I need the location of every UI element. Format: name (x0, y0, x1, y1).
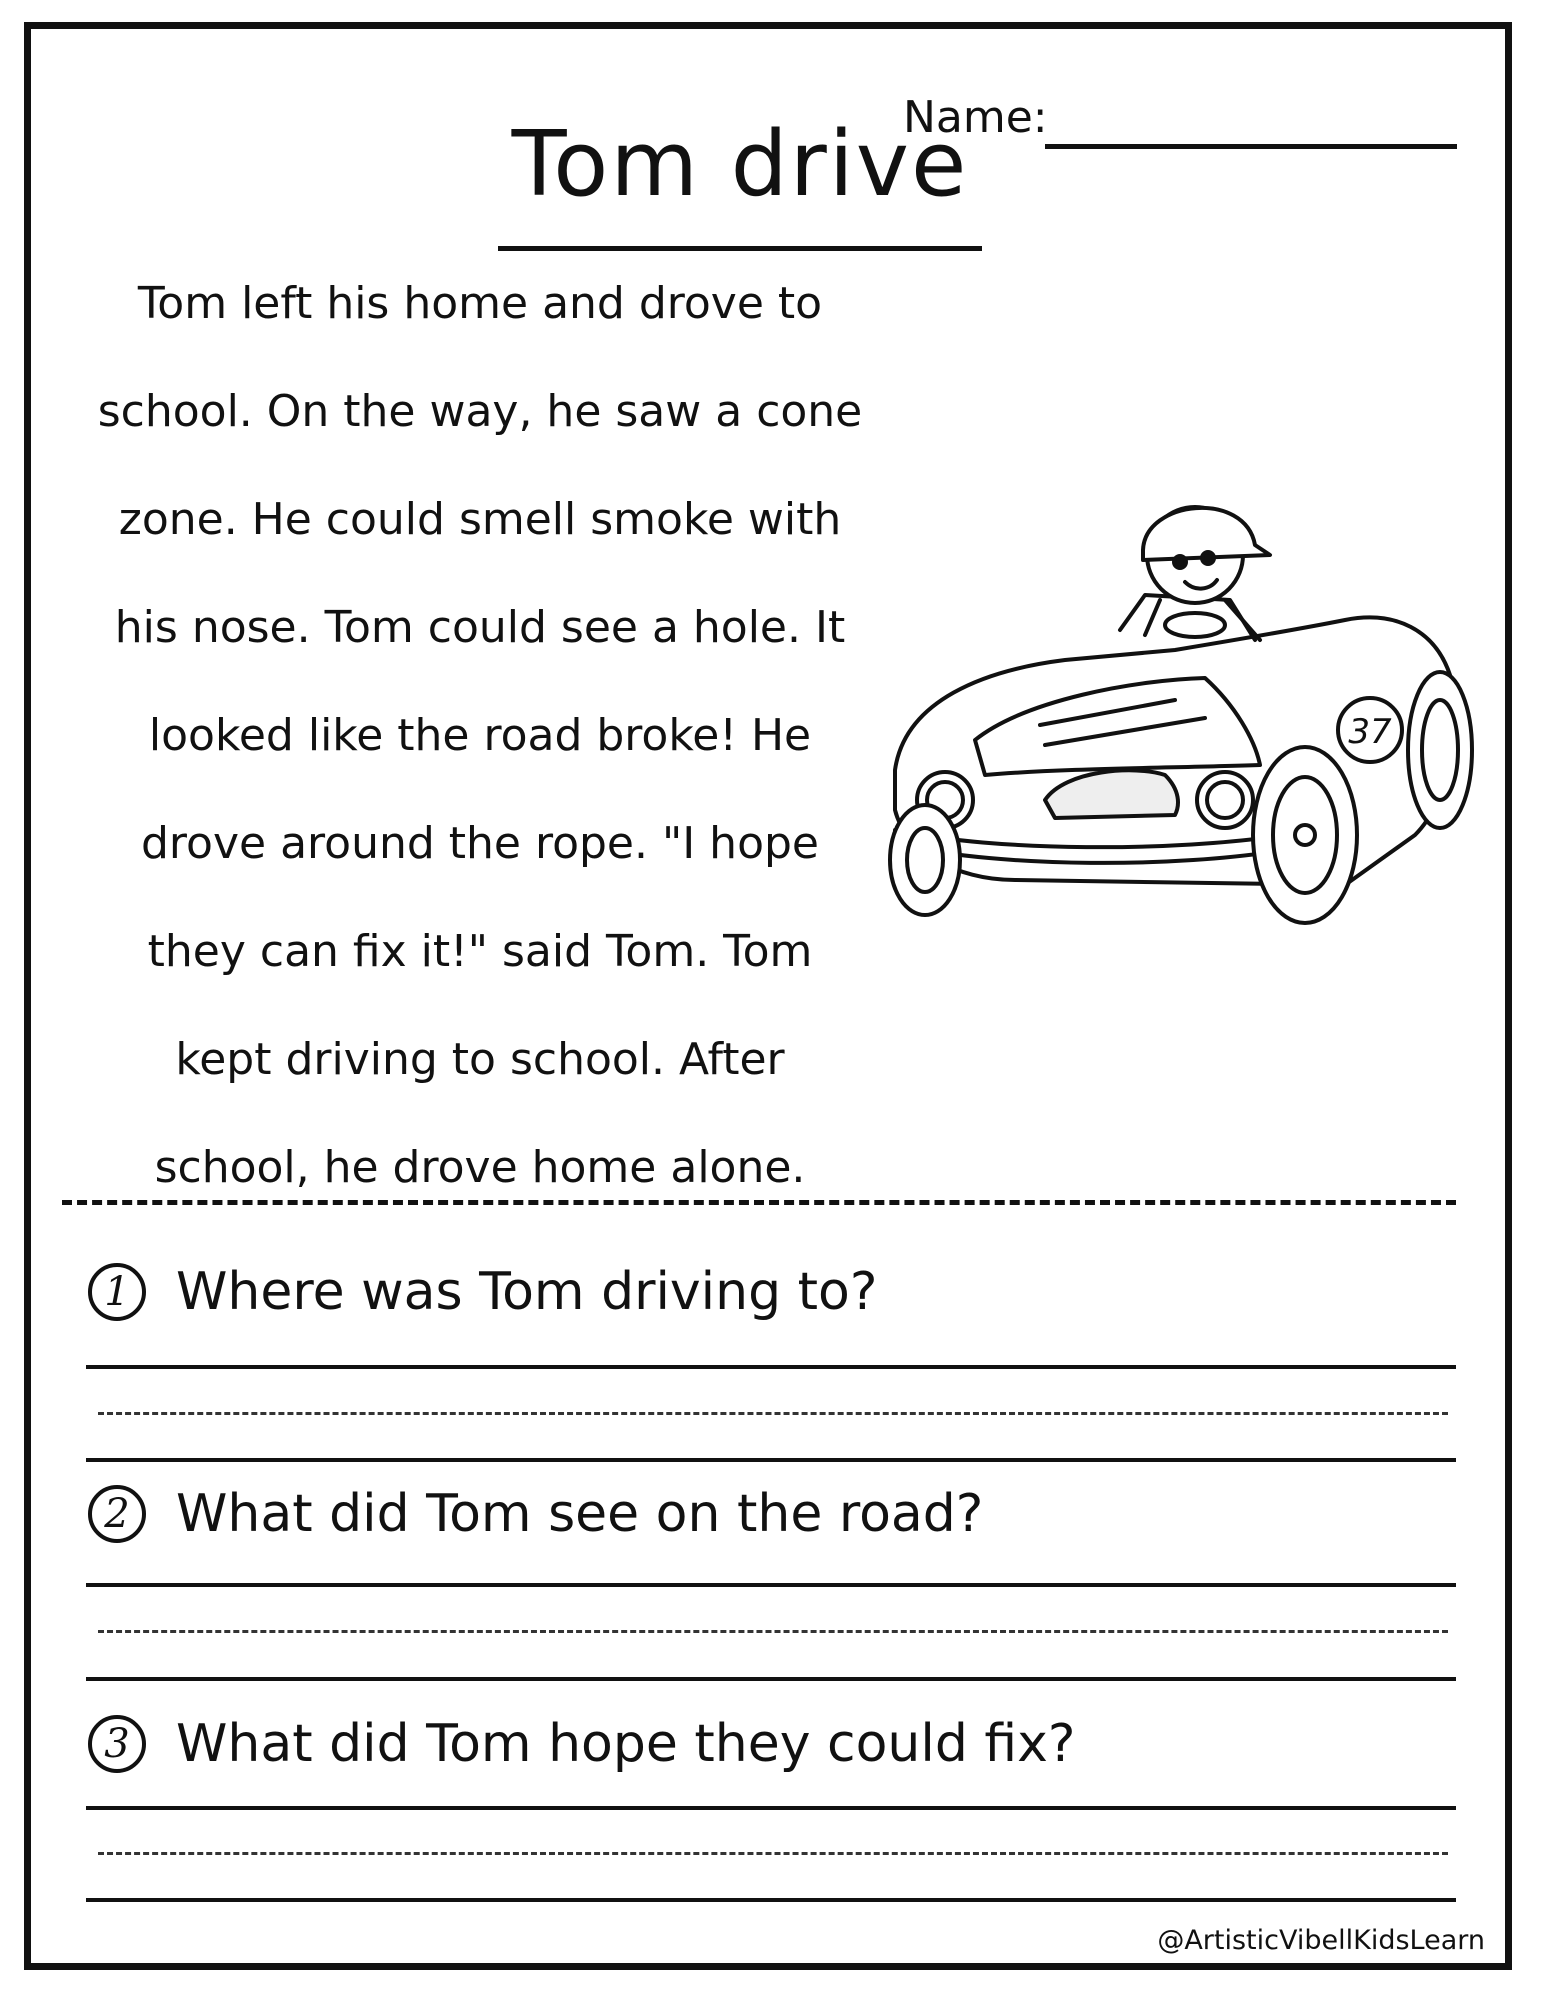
answer-line-3-top[interactable] (86, 1806, 1456, 1810)
name-label: Name: (903, 92, 1048, 143)
question-number-badge: 3 (88, 1715, 146, 1773)
question-3 (88, 1714, 1076, 1774)
story-line: his nose. Tom could see a hole. It (114, 602, 846, 653)
answer-line-1-top[interactable] (86, 1365, 1456, 1369)
story-line: school. On the way, he saw a cone (97, 386, 863, 437)
answer-line-3-mid (98, 1852, 1448, 1855)
credit-handle: @ArtisticVibellKidsLearn (1157, 1925, 1485, 1956)
page-title: Tom drive (511, 112, 969, 217)
answer-line-1-mid (98, 1412, 1448, 1415)
story-line: Tom left his home and drove to (137, 278, 823, 329)
question-number-badge: 1 (88, 1263, 146, 1321)
story-line: drove around the rope. "I hope (141, 818, 819, 869)
question-text: Where was Tom driving to? (176, 1262, 878, 1322)
question-text: What did Tom hope they could fix? (176, 1714, 1076, 1774)
question-text: What did Tom see on the road? (176, 1484, 984, 1544)
story-line: zone. He could smell smoke with (118, 494, 842, 545)
answer-line-2-bottom[interactable] (86, 1677, 1456, 1681)
answer-line-1-bottom[interactable] (86, 1458, 1456, 1462)
story-line: they can fix it!" said Tom. Tom (147, 926, 813, 977)
section-divider (62, 1200, 1456, 1205)
answer-line-2-top[interactable] (86, 1583, 1456, 1587)
story-line: school, he drove home alone. (154, 1142, 806, 1193)
question-2 (88, 1484, 983, 1544)
question-number-badge: 2 (88, 1485, 146, 1543)
car-number: 37 (1348, 712, 1392, 752)
name-answer-line[interactable] (1045, 144, 1457, 149)
boy-driving-car-illustration (875, 500, 1495, 940)
story-passage (60, 250, 900, 1222)
answer-line-3-bottom[interactable] (86, 1898, 1456, 1902)
question-1 (88, 1262, 877, 1322)
story-line: kept driving to school. After (175, 1034, 785, 1085)
answer-line-2-mid (98, 1630, 1448, 1633)
story-line: looked like the road broke! He (148, 710, 812, 761)
